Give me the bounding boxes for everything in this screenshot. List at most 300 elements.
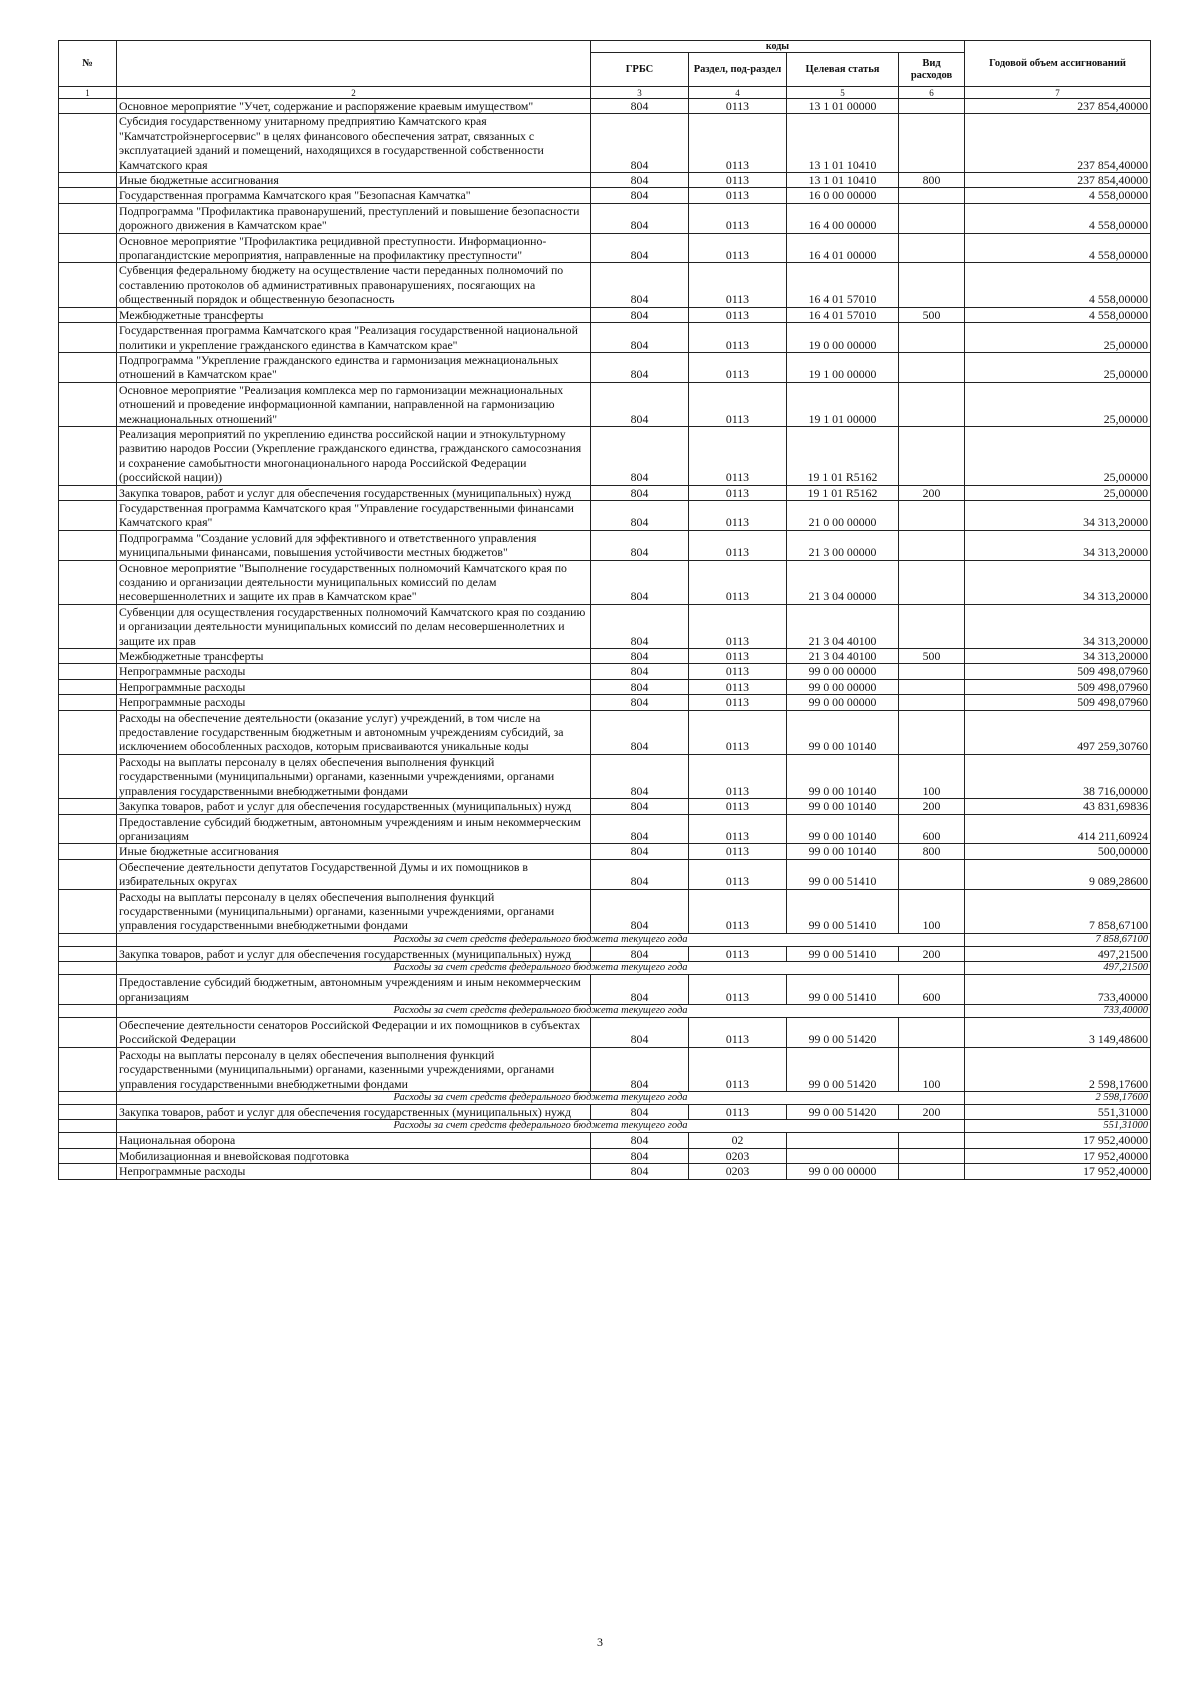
razdel-cell: 0113 [689, 975, 787, 1005]
vid-cell [899, 664, 965, 679]
row-number-cell [59, 203, 117, 233]
document-page [58, 40, 1150, 1180]
vid-cell [899, 323, 965, 353]
table-row [59, 799, 1151, 814]
row-number-cell [59, 604, 117, 648]
vid-cell [899, 500, 965, 530]
amount-cell: 34 313,20000 [965, 500, 1151, 530]
razdel-cell: 0113 [689, 188, 787, 203]
vid-cell [899, 679, 965, 694]
amount-cell: 2 598,17600 [965, 1047, 1151, 1091]
row-description: Основное мероприятие "Выполнение государственных полномочий Камчатского края по созданию и организации деятельности муниципальных комиссий по делам несовершеннолетних и защите их прав в Камчатском крае" [117, 560, 591, 604]
grbs-cell: 804 [591, 188, 689, 203]
target-cell: 99 0 00 10140 [787, 710, 899, 754]
amount-cell: 237 854,40000 [965, 99, 1151, 114]
razdel-cell: 0113 [689, 99, 787, 114]
table-row [59, 649, 1151, 664]
row-number-cell [59, 889, 117, 933]
vid-cell: 200 [899, 946, 965, 961]
row-description: Национальная оборона [117, 1133, 591, 1148]
amount-cell: 25,00000 [965, 426, 1151, 485]
amount-cell: 509 498,07960 [965, 695, 1151, 710]
row-description: Закупка товаров, работ и услуг для обеспечения государственных (муниципальных) нужд [117, 946, 591, 961]
table-row [59, 859, 1151, 889]
vid-cell [899, 114, 965, 173]
grbs-cell: 804 [591, 889, 689, 933]
target-cell: 19 1 01 R5162 [787, 426, 899, 485]
target-cell: 21 0 00 00000 [787, 500, 899, 530]
amount-cell: 7 858,67100 [965, 933, 1151, 946]
target-cell: 13 1 01 10410 [787, 173, 899, 188]
vid-cell [899, 203, 965, 233]
vid-cell: 100 [899, 1047, 965, 1091]
table-row [59, 323, 1151, 353]
amount-cell: 43 831,69836 [965, 799, 1151, 814]
table-row [59, 710, 1151, 754]
amount-cell: 500,00000 [965, 844, 1151, 859]
row-description: Государственная программа Камчатского края "Управление государственными финансами Камчатского края" [117, 500, 591, 530]
razdel-cell: 0113 [689, 114, 787, 173]
vid-cell [899, 530, 965, 560]
razdel-cell: 0113 [689, 1047, 787, 1091]
target-cell: 16 4 01 57010 [787, 307, 899, 322]
target-cell: 19 1 01 R5162 [787, 485, 899, 500]
row-number-cell [59, 975, 117, 1005]
federal-funds-note: Расходы за счет средств федерального бюджета текущего года [117, 962, 965, 975]
row-description: Непрограммные расходы [117, 679, 591, 694]
federal-funds-note-row [59, 1004, 1151, 1017]
row-number-cell [59, 679, 117, 694]
row-description: Иные бюджетные ассигнования [117, 844, 591, 859]
row-number-cell [59, 946, 117, 961]
table-row [59, 426, 1151, 485]
row-description: Расходы на выплаты персоналу в целях обеспечения выполнения функций государственными (муниципальными) органами, казенными учреждениями, органами управления государственными внебюджетными фондами [117, 754, 591, 798]
razdel-cell: 0113 [689, 799, 787, 814]
vid-cell [899, 1164, 965, 1179]
target-cell: 16 4 01 57010 [787, 263, 899, 307]
target-cell: 99 0 00 51410 [787, 889, 899, 933]
razdel-cell: 0113 [689, 203, 787, 233]
grbs-cell: 804 [591, 1164, 689, 1179]
table-row [59, 114, 1151, 173]
grbs-cell: 804 [591, 307, 689, 322]
amount-cell: 38 716,00000 [965, 754, 1151, 798]
grbs-cell: 804 [591, 233, 689, 263]
row-description: Непрограммные расходы [117, 664, 591, 679]
amount-cell: 497,21500 [965, 962, 1151, 975]
vid-cell: 200 [899, 1105, 965, 1120]
razdel-cell: 0113 [689, 323, 787, 353]
razdel-cell: 0113 [689, 946, 787, 961]
grbs-cell: 804 [591, 382, 689, 426]
razdel-cell: 0113 [689, 382, 787, 426]
federal-funds-note: Расходы за счет средств федерального бюджета текущего года [117, 933, 965, 946]
target-cell: 99 0 00 51420 [787, 1105, 899, 1120]
amount-cell: 509 498,07960 [965, 679, 1151, 694]
target-cell: 21 3 04 40100 [787, 604, 899, 648]
amount-cell: 733,40000 [965, 1004, 1151, 1017]
razdel-cell: 0113 [689, 485, 787, 500]
row-number-cell [59, 754, 117, 798]
razdel-cell: 0113 [689, 695, 787, 710]
vid-cell [899, 426, 965, 485]
razdel-cell: 0113 [689, 604, 787, 648]
razdel-cell: 0113 [689, 649, 787, 664]
federal-funds-note-row [59, 1120, 1151, 1133]
column-number: 6 [899, 87, 965, 99]
table-row [59, 975, 1151, 1005]
razdel-cell: 0113 [689, 844, 787, 859]
table-row [59, 679, 1151, 694]
header-grbs: ГРБС [591, 53, 689, 87]
federal-funds-note: Расходы за счет средств федерального бюджета текущего года [117, 1120, 965, 1133]
table-row [59, 485, 1151, 500]
table-row [59, 173, 1151, 188]
row-number-cell [59, 1047, 117, 1091]
amount-cell: 7 858,67100 [965, 889, 1151, 933]
grbs-cell: 804 [591, 1148, 689, 1163]
grbs-cell: 804 [591, 1105, 689, 1120]
grbs-cell: 804 [591, 859, 689, 889]
row-number-cell [59, 1092, 117, 1105]
amount-cell: 34 313,20000 [965, 530, 1151, 560]
header-target: Целевая статья [787, 53, 899, 87]
razdel-cell: 0113 [689, 307, 787, 322]
table-row [59, 352, 1151, 382]
table-row [59, 754, 1151, 798]
header-num: № [59, 41, 117, 87]
row-description: Субвенция федеральному бюджету на осуществление части переданных полномочий по составлению протоколов об административных правонарушениях, посягающих на общественный порядок и общественную безопасность [117, 263, 591, 307]
vid-cell: 500 [899, 649, 965, 664]
razdel-cell: 0113 [689, 560, 787, 604]
target-cell [787, 1133, 899, 1148]
amount-cell: 4 558,00000 [965, 307, 1151, 322]
razdel-cell: 0203 [689, 1148, 787, 1163]
amount-cell: 497 259,30760 [965, 710, 1151, 754]
amount-cell: 34 313,20000 [965, 560, 1151, 604]
federal-funds-note-row [59, 1092, 1151, 1105]
grbs-cell: 804 [591, 530, 689, 560]
grbs-cell: 804 [591, 560, 689, 604]
table-row [59, 664, 1151, 679]
row-description: Подпрограмма "Создание условий для эффективного и ответственного управления муниципальными финансами, повышения устойчивости местных бюджетов" [117, 530, 591, 560]
header-razdel: Раздел, под-раздел [689, 53, 787, 87]
row-number-cell [59, 649, 117, 664]
vid-cell: 200 [899, 799, 965, 814]
header-name [117, 41, 591, 87]
vid-cell [899, 352, 965, 382]
amount-cell: 237 854,40000 [965, 173, 1151, 188]
vid-cell [899, 710, 965, 754]
table-row [59, 1047, 1151, 1091]
grbs-cell: 804 [591, 799, 689, 814]
federal-funds-note: Расходы за счет средств федерального бюджета текущего года [117, 1004, 965, 1017]
amount-cell: 25,00000 [965, 352, 1151, 382]
row-number-cell [59, 560, 117, 604]
row-number-cell [59, 844, 117, 859]
target-cell: 99 0 00 00000 [787, 679, 899, 694]
row-number-cell [59, 500, 117, 530]
row-description: Закупка товаров, работ и услуг для обеспечения государственных (муниципальных) нужд [117, 485, 591, 500]
table-row [59, 604, 1151, 648]
row-number-cell [59, 530, 117, 560]
column-number-row [59, 87, 1151, 99]
vid-cell [899, 263, 965, 307]
row-number-cell [59, 933, 117, 946]
row-description: Государственная программа Камчатского края "Реализация государственной национальной политики и укрепление гражданского единства в Камчатском крае" [117, 323, 591, 353]
row-description: Субвенции для осуществления государственных полномочий Камчатского края по созданию и организации деятельности муниципальных комиссий по делам несовершеннолетних и защите их прав [117, 604, 591, 648]
row-description: Иные бюджетные ассигнования [117, 173, 591, 188]
column-number: 4 [689, 87, 787, 99]
page-number: 3 [597, 1635, 603, 1649]
column-number: 1 [59, 87, 117, 99]
grbs-cell: 804 [591, 500, 689, 530]
table-row [59, 99, 1151, 114]
row-description: Основное мероприятие "Учет, содержание и распоряжение краевым имуществом" [117, 99, 591, 114]
razdel-cell: 0113 [689, 814, 787, 844]
row-number-cell [59, 233, 117, 263]
column-number: 3 [591, 87, 689, 99]
row-number-cell [59, 307, 117, 322]
row-description: Межбюджетные трансферты [117, 649, 591, 664]
table-row [59, 1017, 1151, 1047]
table-row [59, 946, 1151, 961]
razdel-cell: 0113 [689, 889, 787, 933]
target-cell: 99 0 00 51410 [787, 975, 899, 1005]
budget-table [58, 40, 1151, 1180]
grbs-cell: 804 [591, 1047, 689, 1091]
row-description: Подпрограмма "Профилактика правонарушений, преступлений и повышение безопасности дорожного движения в Камчатском крае" [117, 203, 591, 233]
row-number-cell [59, 859, 117, 889]
target-cell: 16 4 00 00000 [787, 203, 899, 233]
federal-funds-note-row [59, 962, 1151, 975]
target-cell: 16 0 00 00000 [787, 188, 899, 203]
grbs-cell: 804 [591, 323, 689, 353]
target-cell: 99 0 00 10140 [787, 844, 899, 859]
target-cell: 21 3 04 40100 [787, 649, 899, 664]
amount-cell: 25,00000 [965, 382, 1151, 426]
row-description: Реализация мероприятий по укреплению единства российской нации и этнокультурному развитию народов России (Укрепление гражданского единства, гражданского самосознания и сохранение самобытности многонационального народа Российской Федерации (российской нации)) [117, 426, 591, 485]
amount-cell: 4 558,00000 [965, 233, 1151, 263]
vid-cell [899, 1148, 965, 1163]
target-cell: 99 0 00 00000 [787, 695, 899, 710]
row-number-cell [59, 962, 117, 975]
grbs-cell: 804 [591, 485, 689, 500]
amount-cell: 237 854,40000 [965, 114, 1151, 173]
row-number-cell [59, 664, 117, 679]
amount-cell: 17 952,40000 [965, 1133, 1151, 1148]
row-number-cell [59, 1004, 117, 1017]
amount-cell: 25,00000 [965, 323, 1151, 353]
row-number-cell [59, 173, 117, 188]
amount-cell: 4 558,00000 [965, 263, 1151, 307]
amount-cell: 414 211,60924 [965, 814, 1151, 844]
amount-cell: 4 558,00000 [965, 188, 1151, 203]
amount-cell: 551,31000 [965, 1105, 1151, 1120]
table-body [59, 99, 1151, 1180]
vid-cell [899, 382, 965, 426]
row-number-cell [59, 799, 117, 814]
row-number-cell [59, 426, 117, 485]
row-number-cell [59, 99, 117, 114]
grbs-cell: 804 [591, 679, 689, 694]
table-row [59, 188, 1151, 203]
row-description: Расходы на выплаты персоналу в целях обеспечения выполнения функций государственными (муниципальными) органами, казенными учреждениями, органами управления государственными внебюджетными фондами [117, 889, 591, 933]
target-cell: 99 0 00 00000 [787, 664, 899, 679]
grbs-cell: 804 [591, 1133, 689, 1148]
header-vid: Вид расходов [899, 53, 965, 87]
vid-cell [899, 188, 965, 203]
row-description: Субсидия государственному унитарному предприятию Камчатского края "Камчатстройэнергосервис" в целях финансового обеспечения затрат, связанных с эксплуатацией зданий и помещений, находящихся в государственной собственности Камчатского края [117, 114, 591, 173]
row-number-cell [59, 814, 117, 844]
razdel-cell: 0113 [689, 263, 787, 307]
table-row [59, 307, 1151, 322]
razdel-cell: 0113 [689, 754, 787, 798]
table-row [59, 382, 1151, 426]
grbs-cell: 804 [591, 844, 689, 859]
grbs-cell: 804 [591, 352, 689, 382]
razdel-cell: 0113 [689, 233, 787, 263]
grbs-cell: 804 [591, 604, 689, 648]
row-number-cell [59, 1133, 117, 1148]
table-row [59, 1164, 1151, 1179]
amount-cell: 3 149,48600 [965, 1017, 1151, 1047]
target-cell: 99 0 00 51420 [787, 1017, 899, 1047]
vid-cell [899, 859, 965, 889]
row-description: Мобилизационная и вневойсковая подготовка [117, 1148, 591, 1163]
razdel-cell: 0113 [689, 530, 787, 560]
row-description: Непрограммные расходы [117, 1164, 591, 1179]
vid-cell [899, 604, 965, 648]
target-cell: 21 3 00 00000 [787, 530, 899, 560]
table-row [59, 1148, 1151, 1163]
federal-funds-note: Расходы за счет средств федерального бюджета текущего года [117, 1092, 965, 1105]
grbs-cell: 804 [591, 946, 689, 961]
target-cell: 99 0 00 51420 [787, 1047, 899, 1091]
table-row [59, 695, 1151, 710]
target-cell: 99 0 00 10140 [787, 754, 899, 798]
row-description: Основное мероприятие "Профилактика рецидивной преступности. Информационно-пропагандистские мероприятия, направленные на профилактику преступности" [117, 233, 591, 263]
grbs-cell: 804 [591, 114, 689, 173]
vid-cell: 500 [899, 307, 965, 322]
table-row [59, 814, 1151, 844]
table-row [59, 233, 1151, 263]
vid-cell: 100 [899, 754, 965, 798]
row-number-cell [59, 710, 117, 754]
row-description: Обеспечение деятельности сенаторов Российской Федерации и их помощников в субъектах Российской Федерации [117, 1017, 591, 1047]
federal-funds-note-row [59, 933, 1151, 946]
table-row [59, 560, 1151, 604]
amount-cell: 17 952,40000 [965, 1164, 1151, 1179]
target-cell: 16 4 01 00000 [787, 233, 899, 263]
column-number: 2 [117, 87, 591, 99]
row-description: Основное мероприятие "Реализация комплекса мер по гармонизации межнациональных отношений и проведение информационной кампании, направленной на гармонизацию межнациональных отношений" [117, 382, 591, 426]
target-cell: 99 0 00 51410 [787, 859, 899, 889]
grbs-cell: 804 [591, 1017, 689, 1047]
grbs-cell: 804 [591, 649, 689, 664]
row-description: Расходы на выплаты персоналу в целях обеспечения выполнения функций государственными (муниципальными) органами, казенными учреждениями, органами управления государственными внебюджетными фондами [117, 1047, 591, 1091]
vid-cell: 100 [899, 889, 965, 933]
row-number-cell [59, 1105, 117, 1120]
row-number-cell [59, 1164, 117, 1179]
table-row [59, 844, 1151, 859]
target-cell: 19 1 00 00000 [787, 352, 899, 382]
vid-cell: 600 [899, 814, 965, 844]
vid-cell: 800 [899, 844, 965, 859]
razdel-cell: 0113 [689, 664, 787, 679]
grbs-cell: 804 [591, 814, 689, 844]
vid-cell [899, 99, 965, 114]
razdel-cell: 02 [689, 1133, 787, 1148]
razdel-cell: 0203 [689, 1164, 787, 1179]
table-row [59, 500, 1151, 530]
target-cell: 99 0 00 10140 [787, 814, 899, 844]
row-number-cell [59, 323, 117, 353]
row-description: Расходы на обеспечение деятельности (оказание услуг) учреждений, в том числе на предоставление государственным бюджетным и автономным учреждениям субсидий, за исключением обособленных расходов, которым присваиваются уникальные коды [117, 710, 591, 754]
grbs-cell: 804 [591, 975, 689, 1005]
vid-cell [899, 695, 965, 710]
vid-cell [899, 560, 965, 604]
amount-cell: 25,00000 [965, 485, 1151, 500]
table-row [59, 1105, 1151, 1120]
row-number-cell [59, 114, 117, 173]
row-description: Предоставление субсидий бюджетным, автономным учреждениям и иным некоммерческим организациям [117, 975, 591, 1005]
target-cell: 21 3 04 00000 [787, 560, 899, 604]
target-cell: 19 0 00 00000 [787, 323, 899, 353]
target-cell: 99 0 00 51410 [787, 946, 899, 961]
grbs-cell: 804 [591, 710, 689, 754]
table-row [59, 1133, 1151, 1148]
row-description: Предоставление субсидий бюджетным, автономным учреждениям и иным некоммерческим организациям [117, 814, 591, 844]
amount-cell: 34 313,20000 [965, 604, 1151, 648]
target-cell [787, 1148, 899, 1163]
row-number-cell [59, 188, 117, 203]
table-row [59, 203, 1151, 233]
row-number-cell [59, 1120, 117, 1133]
row-number-cell [59, 1017, 117, 1047]
razdel-cell: 0113 [689, 679, 787, 694]
target-cell: 99 0 00 10140 [787, 799, 899, 814]
grbs-cell: 804 [591, 263, 689, 307]
row-description: Закупка товаров, работ и услуг для обеспечения государственных (муниципальных) нужд [117, 799, 591, 814]
row-number-cell [59, 352, 117, 382]
amount-cell: 4 558,00000 [965, 203, 1151, 233]
header-amount: Годовой объем ассигнований [965, 41, 1151, 87]
target-cell: 13 1 01 00000 [787, 99, 899, 114]
vid-cell: 800 [899, 173, 965, 188]
amount-cell: 497,21500 [965, 946, 1151, 961]
razdel-cell: 0113 [689, 426, 787, 485]
vid-cell [899, 233, 965, 263]
razdel-cell: 0113 [689, 173, 787, 188]
row-description: Непрограммные расходы [117, 695, 591, 710]
grbs-cell: 804 [591, 664, 689, 679]
row-number-cell [59, 1148, 117, 1163]
row-description: Обеспечение деятельности депутатов Государственной Думы и их помощников в избирательных округах [117, 859, 591, 889]
grbs-cell: 804 [591, 99, 689, 114]
table-row [59, 263, 1151, 307]
razdel-cell: 0113 [689, 859, 787, 889]
table-header [59, 41, 1151, 99]
header-codes: коды [591, 41, 965, 53]
amount-cell: 509 498,07960 [965, 664, 1151, 679]
grbs-cell: 804 [591, 426, 689, 485]
column-number: 7 [965, 87, 1151, 99]
table-row [59, 889, 1151, 933]
amount-cell: 17 952,40000 [965, 1148, 1151, 1163]
razdel-cell: 0113 [689, 500, 787, 530]
grbs-cell: 804 [591, 173, 689, 188]
